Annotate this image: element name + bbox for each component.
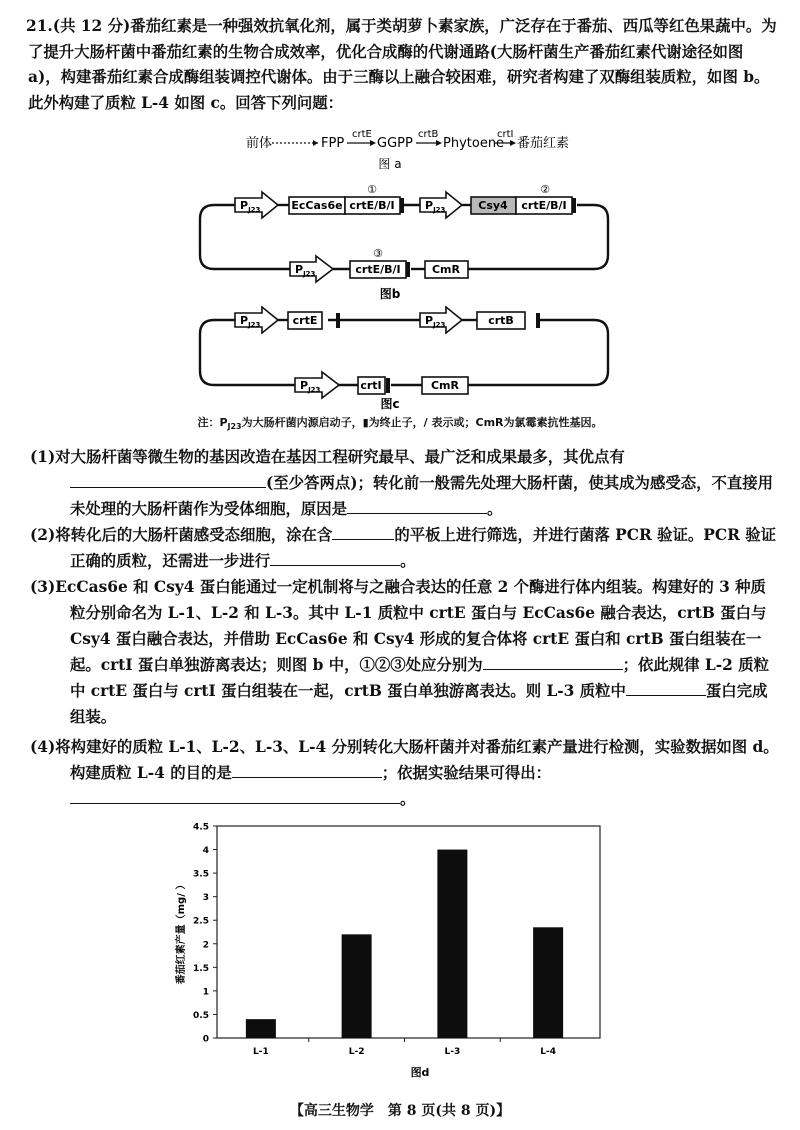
y-tick-label: 0 — [202, 1034, 209, 1045]
pathway-enzyme-1: crtB — [418, 129, 439, 140]
circle-2: ② — [540, 183, 550, 196]
pathway-node-0: 前体 — [246, 136, 273, 151]
answer-blank[interactable] — [626, 679, 706, 696]
circle-1: ① — [367, 183, 377, 196]
answer-blank[interactable] — [332, 523, 394, 540]
terminator — [406, 262, 410, 277]
pathway-node-4: 番茄红素 — [517, 136, 570, 151]
answer-blank[interactable] — [232, 761, 382, 778]
pathway-node-2: GGPP — [377, 136, 413, 151]
bar-l-1 — [246, 1019, 276, 1038]
question-intro — [28, 14, 780, 116]
sub-question-2: (2)将转化后的大肠杆菌感受态细胞，涂在含 的平板上进行筛选，并进行菌落 PCR 验证。PCR 验证正确的质粒，还需进一步进行 。 — [70, 522, 780, 574]
promoter-label: $P_{J23}$ — [300, 379, 321, 394]
y-tick-label: 4 — [202, 846, 209, 857]
gene-cmr: CmR — [431, 263, 461, 276]
question-score: (共 12 分) — [52, 17, 131, 35]
gene-slot-1: crtE/B/I — [349, 199, 395, 212]
x-tick-label: L-4 — [540, 1047, 556, 1057]
gene-crti: crtI — [360, 379, 382, 392]
promoter-label: $P_{J23}$ — [425, 314, 446, 329]
x-tick-label: L-3 — [444, 1047, 461, 1057]
pathway-node-1: FPP — [321, 136, 345, 151]
y-tick-label: 4.5 — [193, 822, 209, 833]
answer-blank[interactable] — [70, 787, 400, 804]
answer-blank[interactable] — [483, 653, 623, 670]
x-tick-label: L-2 — [348, 1047, 365, 1057]
figure-d-chart — [160, 814, 620, 1084]
figure-c-caption: 图c — [380, 397, 400, 411]
terminator — [386, 378, 390, 393]
bar-l-3 — [437, 850, 467, 1038]
answer-blank[interactable] — [70, 471, 266, 488]
answer-blank[interactable] — [347, 497, 487, 514]
y-tick-label: 2 — [202, 940, 209, 951]
sub-question-4-label: (4) — [30, 738, 56, 756]
sub-question-4: (4)将构建好的质粒 L-1、L-2、L-3、L-4 分别转化大肠杆菌并对番茄红素产量进行检测，实验数据如图 d。构建质粒 L-4 的目的是 ；依据实验结果可得出：。 — [30, 738, 779, 808]
figure-b-caption: 图b — [379, 287, 401, 301]
terminator — [572, 198, 576, 213]
y-tick-label: 3 — [202, 893, 209, 904]
terminator — [536, 313, 540, 328]
gene-cmr: CmR — [430, 379, 460, 392]
y-tick-label: 1 — [202, 987, 209, 998]
pathway-node-3: Phytoene — [443, 136, 505, 151]
figure-note: 注：$P_{J23}$为大肠杆菌内源启动子，▮为终止子，/ 表示或；CmR为氯霉素抗性基因。 — [197, 416, 603, 432]
chart-ylabel: 番茄红素产量（mg/ ） — [176, 879, 187, 985]
terminator — [336, 313, 340, 328]
sub-question-1-label: (1) — [30, 448, 56, 466]
circle-3: ③ — [373, 247, 383, 260]
bar-l-4 — [533, 927, 563, 1038]
pathway-enzyme-2: crtI — [497, 129, 514, 140]
y-tick-label: 0.5 — [193, 1010, 209, 1021]
promoter-label: $P_{J23}$ — [425, 199, 446, 214]
gene-csy4: Csy4 — [478, 199, 508, 212]
pathway-enzyme-0: crtE — [352, 129, 372, 140]
promoter-label: $P_{J23}$ — [240, 199, 261, 214]
gene-eccas6e: EcCas6e — [291, 199, 343, 212]
figure-b — [0, 176, 800, 304]
figure-c — [0, 304, 800, 412]
promoter-label: $P_{J23}$ — [295, 263, 316, 278]
question-number: 21. — [26, 17, 53, 35]
gene-slot-3: crtE/B/I — [355, 263, 401, 276]
gene-slot-2: crtE/B/I — [521, 199, 567, 212]
y-tick-label: 2.5 — [193, 916, 209, 927]
sub-question-3-label: (3) — [30, 578, 56, 596]
sub-question-1: (1)对大肠杆菌等微生物的基因改造在基因工程研究最早、最广泛和成果最多，其优点有 (至少答两点)；转化前一般需先处理大肠杆菌，使其成为感受态，不直接用未处理的大肠杆菌作为受体细胞，原因是 。 — [30, 448, 774, 518]
answer-blank[interactable] — [270, 549, 400, 566]
figure-a — [0, 126, 800, 174]
promoter-label: $P_{J23}$ — [240, 314, 261, 329]
question-intro-text: 番茄红素是一种强效抗氧化剂，属于类胡萝卜素家族，广泛存在于番茄、西瓜等红色果蔬中。为了提升大肠杆菌中番茄红素的生物合成效率，优化合成酶的代谢通路(大肠杆菌生产番茄红素代谢途径如图 a)，构建番茄红素合成酶组装调控代谢体。由于三酶以上融合较困难，研究者构建了双酶组装质粒，如图 b。此外构建了质粒 L-4 如图 c。回答下列问题： — [28, 17, 777, 112]
terminator — [400, 198, 404, 213]
figure-a-caption: 图 a — [378, 157, 402, 171]
gene-crtb: crtB — [488, 314, 514, 327]
y-tick-label: 3.5 — [193, 869, 209, 880]
bar-l-2 — [342, 934, 372, 1038]
page-footer: 【高三生物学 第 8 页(共 8 页)】 — [289, 1103, 511, 1119]
x-tick-label: L-1 — [253, 1047, 269, 1057]
y-tick-label: 1.5 — [193, 963, 209, 974]
figure-d-caption: 图d — [410, 1066, 430, 1079]
sub-question-2-label: (2) — [30, 526, 56, 544]
sub-question-3: (3)EcCas6e 和 Csy4 蛋白能通过一定机制将与之融合表达的任意 2 个酶进行体内组装。构建好的 3 种质粒分别命名为 L-1、L-2 和 L-3。其中 L-1 质粒中 crtE 蛋白与 EcCas6e 融合表达，crtB 蛋白与 Csy4 蛋白融合表达，并借助 EcCas6e 和 Csy4 形成的复合体将 crtE 蛋白和 crtB 蛋白组装在一起。crtI 蛋白单独游离表达；则图 b 中，①②③处应分别为 ；依此规律 L-2 质粒中 crtE 蛋白与 crtI 蛋白组装在一起，crtB 蛋白单独游离表达。则 L-3 质粒中 蛋白完成组装。 — [30, 578, 769, 726]
gene-crte: crtE — [292, 314, 318, 327]
